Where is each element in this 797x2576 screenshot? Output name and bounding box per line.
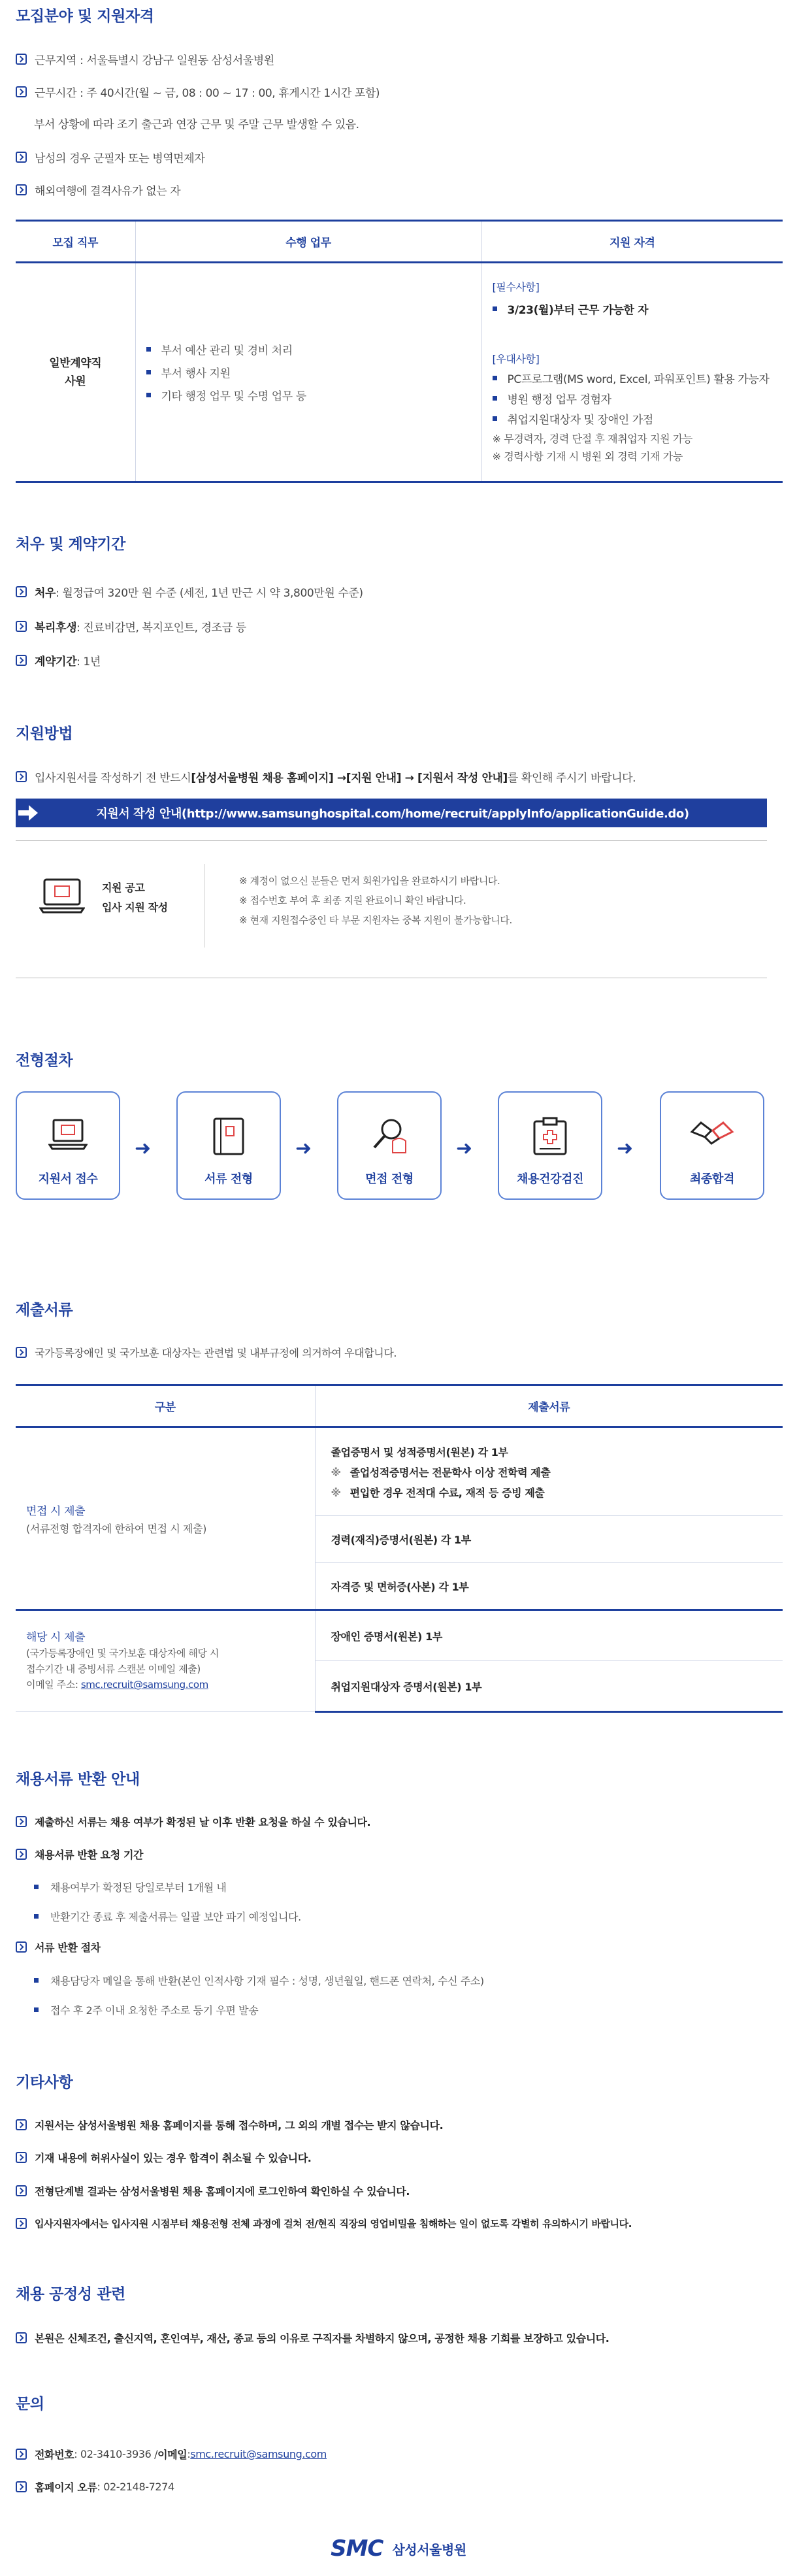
- section-title-treat: 처우 및 계약기간: [16, 536, 125, 553]
- docs-th-docs: 제출서류: [315, 1385, 783, 1427]
- treat-line-welfare: 복리후생 : 진료비감면, 복지포인트, 경조금 등: [16, 618, 246, 635]
- recruit-job-cell: 일반계약직 사원: [16, 263, 135, 482]
- return-sub-item: 반환기간 종료 후 제출서류는 일괄 보안 파기 예정입니다.: [34, 1909, 301, 1924]
- recruit-qual-cell: [481, 263, 783, 482]
- arrow-right-icon: ➜: [295, 1137, 312, 1160]
- chevron-right-icon: [16, 2481, 27, 2492]
- treat-line-pay: 처우 : 월정급여 320만 원 수준 (세전, 1년 만근 시 약 3,800만원 수준): [16, 584, 363, 600]
- duty-item: 기타 행정 업무 및 수명 업무 등: [146, 387, 481, 403]
- email-link[interactable]: smc.recruit@samsung.com: [80, 1679, 208, 1691]
- docs-row-license: 자격증 및 면허증(사본) 각 1부: [315, 1563, 783, 1610]
- fair-line: 본원은 신체조건, 출신지역, 혼인여부, 재산, 종교 등의 이유로 구직자를 차별하지 않으며, 공정한 채용 기회를 보장하고 있습니다.: [16, 2330, 609, 2345]
- chevron-right-icon: [16, 2449, 27, 2460]
- etc-line: 입사지원자에서는 입사지원 시점부터 채용전형 전체 과정에 걸쳐 전/현직 직장의 영업비밀을 침해하는 일이 없도록 각별히 유의하시기 바랍니다.: [16, 2217, 632, 2230]
- process-step-document: 서류 전형: [176, 1091, 281, 1200]
- laptop-icon: [48, 1116, 88, 1153]
- docs-row-support: 취업지원대상자 증명서(원본) 1부: [315, 1661, 783, 1712]
- contact-email-link[interactable]: smc.recruit@samsung.com: [190, 2448, 327, 2460]
- qual-note: ※ 무경력자, 경력 단절 후 재취업자 지원 가능: [492, 432, 692, 445]
- laptop-icon: [39, 876, 85, 917]
- recruit-line-hours-note: 부서 상황에 따라 조기 출근과 연장 근무 및 주말 근무 발생할 수 있음.: [34, 118, 359, 131]
- recruit-th-job: 모집 직무: [16, 221, 135, 263]
- etc-line: 전형단계별 결과는 삼성서울병원 채용 홈페이지에 로그인하여 확인하실 수 있습니다.: [16, 2183, 410, 2198]
- hospital-name: 삼성서울병원: [392, 2541, 466, 2558]
- return-line-2: 채용서류 반환 요청 기간: [16, 1847, 143, 1862]
- chevron-right-icon: [16, 2152, 27, 2163]
- chevron-right-icon: [16, 2119, 27, 2130]
- document-icon: [210, 1116, 247, 1157]
- interview-icon: [369, 1116, 410, 1157]
- recruit-line-location: 근무지역 : 서울특별시 강남구 일원동 삼성서울병원: [16, 51, 274, 67]
- docs-intro: 국가등록장애인 및 국가보훈 대상자는 관련법 및 내부규정에 의거하여 우대합니다.: [16, 1345, 397, 1360]
- process-step-health: 채용건강검진: [498, 1091, 602, 1200]
- chevron-right-icon: [16, 54, 27, 65]
- return-line-3: 서류 반환 절차: [16, 1940, 101, 1955]
- section-title-etc: 기타사항: [16, 2074, 73, 2091]
- arrow-right-icon: ➜: [617, 1137, 633, 1160]
- docs-row-grad: 졸업증명서 및 성적증명서(원본) 각 1부 ※ 졸업성적증명서는 전문학사 이상 전학력 제출 ※ 편입한 경우 전적대 수료, 재적 등 증빙 제출: [315, 1427, 783, 1516]
- docs-row-career: 경력(재직)증명서(원본) 각 1부: [315, 1516, 783, 1563]
- chevron-right-icon: [16, 2218, 27, 2229]
- preferred-label: [우대사항]: [492, 352, 540, 365]
- footer-logo: [0, 2535, 797, 2562]
- chevron-right-icon: [16, 586, 27, 597]
- section-title-return: 채용서류 반환 안내: [16, 1771, 140, 1788]
- docs-table: [16, 1384, 783, 1713]
- required-label: [필수사항]: [492, 280, 540, 293]
- arrow-right-icon: [18, 805, 44, 821]
- chevron-right-icon: [16, 771, 27, 782]
- apply-line: 입사지원서를 작성하기 전 반드시 [삼성서울병원 채용 홈페이지] →[지원 안내] → [지원서 작성 안내] 를 확인해 주시기 바랍니다.: [16, 768, 636, 785]
- arrow-right-icon: ➜: [135, 1137, 151, 1160]
- etc-line: 기재 내용에 허위사실이 있는 경우 합격이 취소될 수 있습니다.: [16, 2150, 311, 2165]
- preferred-item: PC프로그램(MS word, Excel, 파워포인트) 활용 가능자: [493, 370, 783, 386]
- recruit-duty-cell: [135, 263, 481, 482]
- chevron-right-icon: [16, 86, 27, 97]
- return-sub-item: 접수 후 2주 이내 요청한 주소로 등기 우편 발송: [34, 2002, 258, 2017]
- preferred-item: 병원 행정 업무 경험자: [493, 390, 783, 406]
- docs-interview-cell: 면접 시 제출 (서류전형 합격자에 한하여 면접 시 제출): [16, 1427, 315, 1610]
- required-item: 3/23(월)부터 근무 가능한 자: [493, 301, 783, 317]
- arrow-right-icon: ➜: [456, 1137, 472, 1160]
- docs-th-category: 구분: [16, 1385, 315, 1427]
- chevron-right-icon: [16, 655, 27, 666]
- docs-row-disability: 장애인 증명서(원본) 1부: [315, 1610, 783, 1661]
- recruit-line-hours: 근무시간 : 주 40시간(월 ~ 금, 08 : 00 ~ 17 : 00, 휴게시간 1시간 포함): [16, 84, 380, 100]
- chevron-right-icon: [16, 1816, 27, 1827]
- section-title-apply: 지원방법: [16, 725, 73, 742]
- section-title-contact: 문의: [16, 2396, 44, 2413]
- apply-guide-banner[interactable]: [16, 799, 767, 827]
- contact-hp-line: 홈페이지 오류 : 02-2148-7274: [16, 2479, 174, 2494]
- section-title-docs: 제출서류: [16, 1302, 73, 1319]
- process-step-final: 최종합격: [660, 1091, 764, 1200]
- preferred-item: 취업지원대상자 및 장애인 가점: [493, 410, 783, 427]
- chevron-right-icon: [16, 2332, 27, 2343]
- apply-box-title: 지원 공고 입사 지원 작성: [102, 882, 168, 914]
- process-step-apply: 지원서 접수: [16, 1091, 120, 1200]
- qual-note: ※ 경력사항 기재 시 병원 외 경력 기재 가능: [492, 450, 683, 463]
- chevron-right-icon: [16, 1849, 27, 1860]
- return-sub-item: 채용여부가 확정된 당일로부터 1개월 내: [34, 1879, 226, 1894]
- recruit-th-qual: 지원 자격: [481, 221, 783, 263]
- treat-line-period: 계약기간 : 1년: [16, 652, 101, 669]
- section-title-fair: 채용 공정성 관련: [16, 2286, 125, 2303]
- recruit-th-duty: 수행 업무: [135, 221, 481, 263]
- chevron-right-icon: [16, 1347, 27, 1358]
- return-sub-item: 채용담당자 메일을 통해 반환(본인 인적사항 기재 필수 : 성명, 생년월일, 핸드폰 연락처, 수신 주소): [34, 1973, 484, 1988]
- return-line-1: 제출하신 서류는 채용 여부가 확정된 날 이후 반환 요청을 하실 수 있습니다.: [16, 1814, 370, 1829]
- chevron-right-icon: [16, 152, 27, 163]
- recruit-line-military: 남성의 경우 군필자 또는 병역면제자: [16, 149, 204, 165]
- apply-guide-link[interactable]: 지원서 작성 안내(http://www.samsunghospital.com/home/recruit/applyInfo/applicationGuide.do): [96, 807, 689, 821]
- apply-box-notes: ※ 계정이 없으신 분들은 먼저 회원가입을 완료하시기 바랍니다. ※ 접수번호 부여 후 최종 지원 완료이니 확인 바랍니다. ※ 현재 지원접수중인 타 부문 지원자는 중복 지원이 불가능합니다.: [239, 875, 512, 926]
- smc-logo: SMC: [331, 2535, 383, 2562]
- duty-item: 부서 예산 관리 및 경비 처리: [146, 341, 481, 357]
- process-step-interview: 면접 전형: [337, 1091, 442, 1200]
- chevron-right-icon: [16, 621, 27, 632]
- section-title-recruit: 모집분야 및 지원자격: [16, 8, 154, 25]
- duty-item: 부서 행사 지원: [146, 364, 481, 380]
- chevron-right-icon: [16, 184, 27, 195]
- chevron-right-icon: [16, 2185, 27, 2196]
- section-title-process: 전형절차: [16, 1052, 73, 1069]
- handshake-icon: [689, 1116, 735, 1154]
- etc-line: 지원서는 삼성서울병원 채용 홈페이지를 통해 접수하며, 그 외의 개별 접수는 받지 않습니다.: [16, 2117, 443, 2132]
- recruit-line-travel: 해외여행에 결격사유가 없는 자: [16, 182, 180, 198]
- docs-optional-cell: 해당 시 제출 (국가등록장애인 및 국가보훈 대상자에 해당 시 접수기간 내 증빙서류 스캔본 이메일 제출) 이메일 주소: smc.recruit@samsung.com: [16, 1610, 315, 1712]
- apply-box-top-rule: [16, 840, 767, 841]
- recruit-table: [16, 220, 783, 483]
- clipboard-medical-icon: [530, 1116, 570, 1157]
- contact-phone-line: 전화번호 : 02-3410-3936 / 이메일 : smc.recruit@samsung.com: [16, 2447, 327, 2462]
- chevron-right-icon: [16, 1941, 27, 1953]
